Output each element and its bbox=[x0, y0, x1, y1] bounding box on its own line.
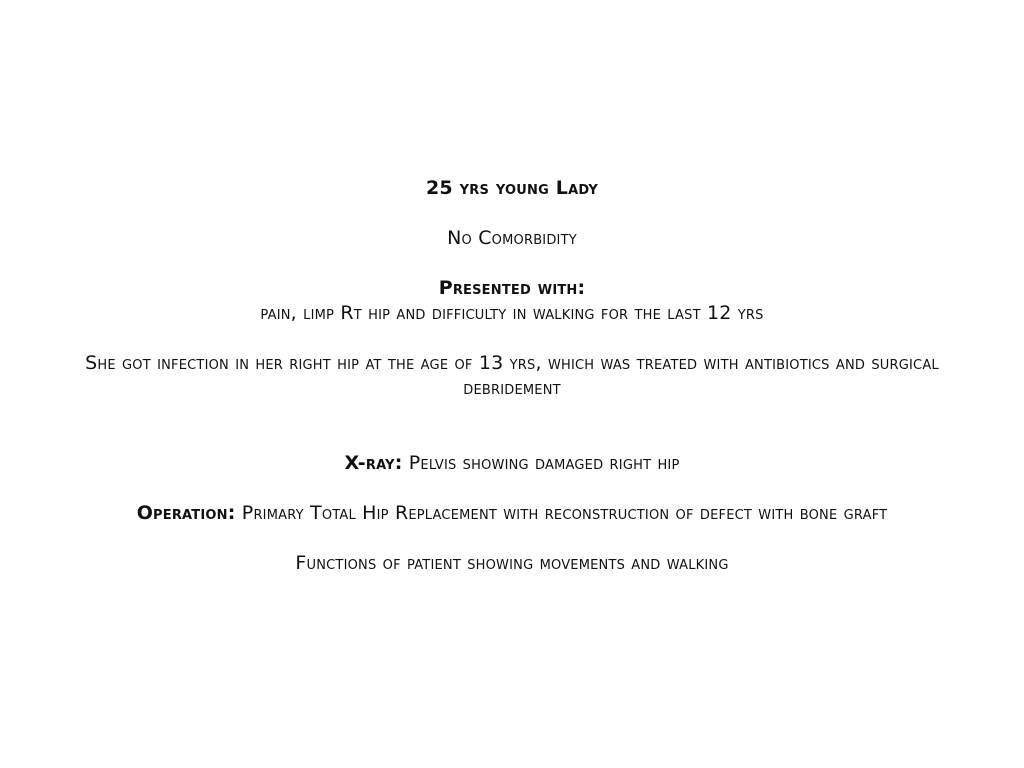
spacer bbox=[0, 326, 1024, 351]
operation-label: Operation: bbox=[136, 502, 236, 524]
xray-text: Pelvis showing damaged right hip bbox=[408, 452, 680, 474]
slide-title: 25 yrs young Lady bbox=[425, 177, 598, 199]
spacer bbox=[0, 201, 1024, 226]
history-text: She got infection in her right hip at the age of 13 yrs, which was treated with antibiotics and surgical debridement bbox=[85, 352, 939, 399]
presented-text: pain, limp Rt hip and difficulty in walking for the last 12 yrs bbox=[260, 302, 764, 324]
slide-content bbox=[0, 176, 1024, 576]
functions-text: Functions of patient showing movements and walking bbox=[295, 552, 729, 574]
xray-line bbox=[0, 451, 1024, 476]
spacer bbox=[0, 526, 1024, 551]
spacer bbox=[0, 251, 1024, 276]
presented-label: Presented with: bbox=[438, 277, 586, 299]
operation-text: Primary Total Hip Replacement with reconstruction of defect with bone graft bbox=[241, 502, 888, 524]
spacer bbox=[0, 401, 1024, 451]
xray-label: X-ray: bbox=[344, 452, 403, 474]
operation-line bbox=[47, 501, 977, 526]
comorbidity-text: No Comorbidity bbox=[447, 227, 577, 249]
spacer bbox=[0, 476, 1024, 501]
